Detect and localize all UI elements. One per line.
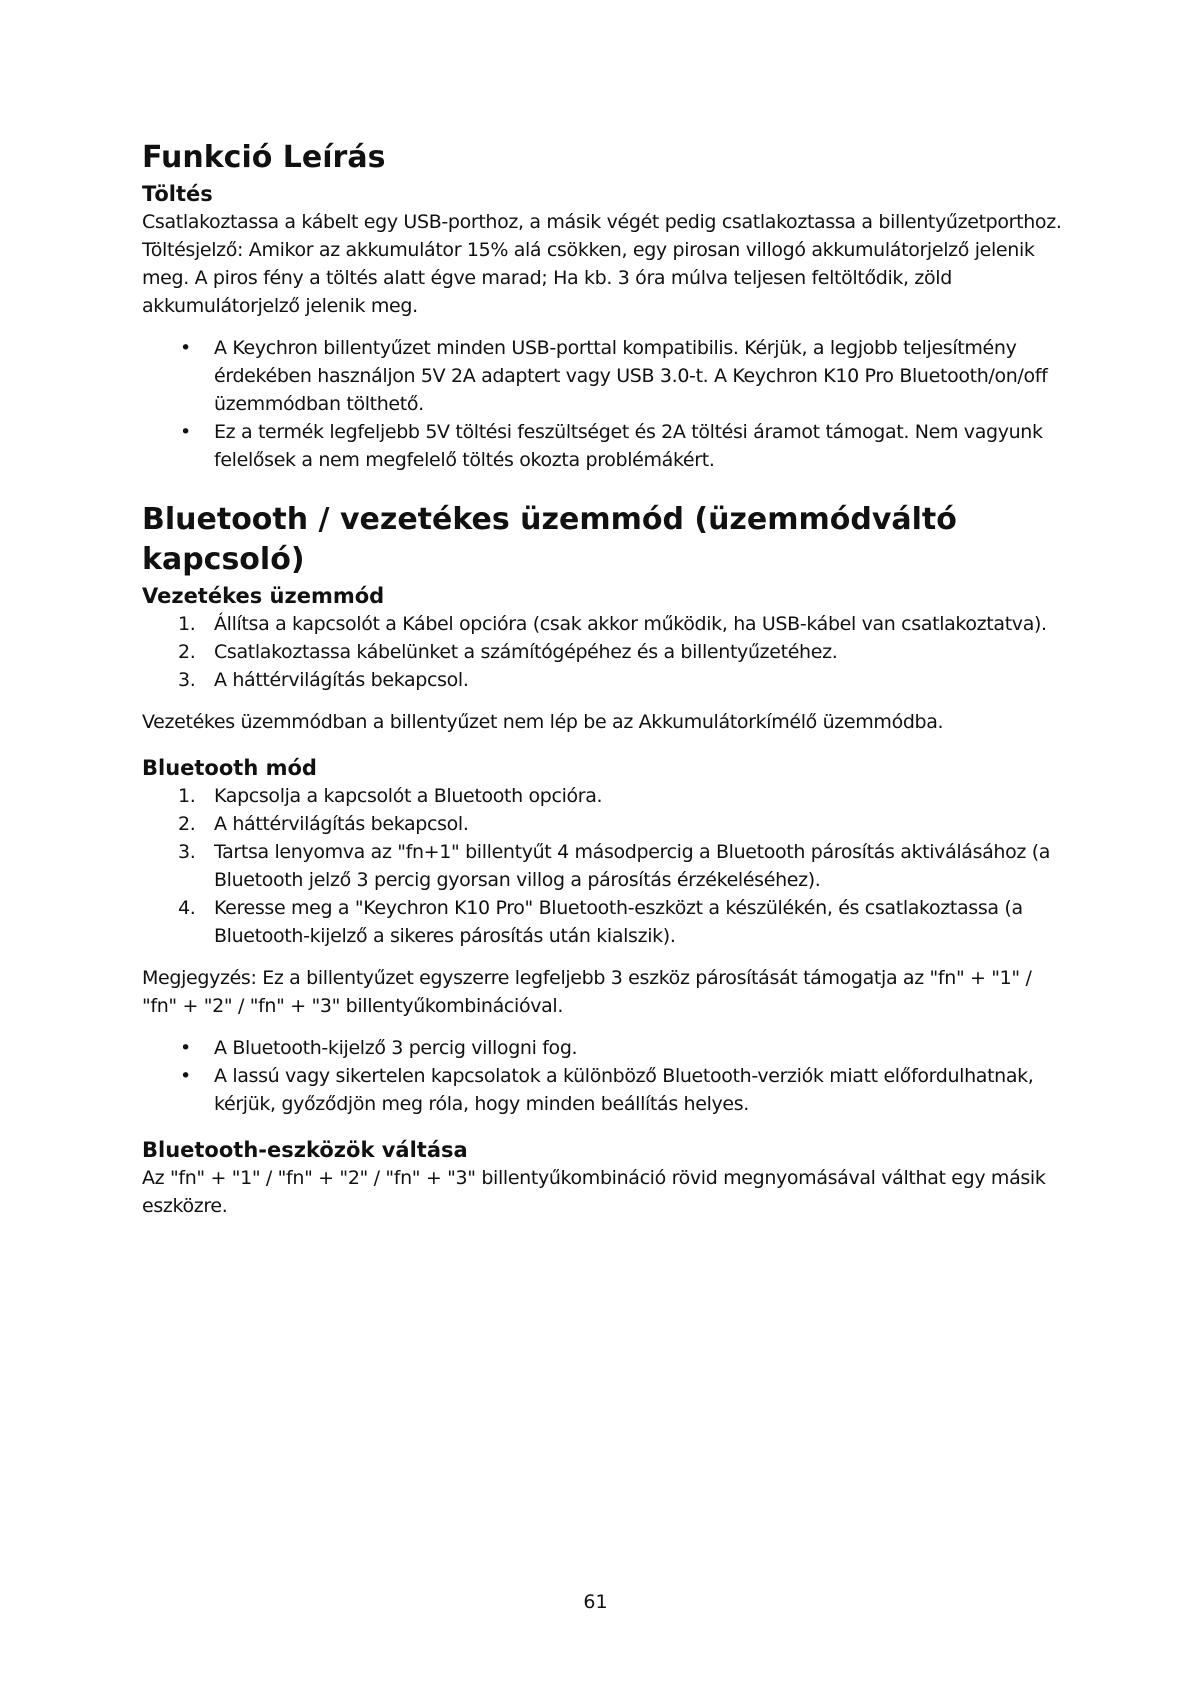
- step-number: 4.: [178, 897, 196, 919]
- heading-charging: Töltés: [142, 182, 213, 206]
- heading-wired-mode: Vezetékes üzemmód: [142, 584, 385, 608]
- page-number: 61: [583, 1591, 608, 1613]
- step-number: 2.: [178, 813, 196, 835]
- list-item: • Ez a termék legfeljebb 5V töltési feszültséget és 2A töltési áramot támogat. Nem vagyunk felelősek a nem megfelelő töltés okozta problémákért.: [142, 418, 1062, 474]
- step-number: 1.: [178, 785, 196, 807]
- list-item: • A lassú vagy sikertelen kapcsolatok a különböző Bluetooth-verziók miatt előfordulhatnak, kérjük, győződjön meg róla, hogy minden beállítás helyes.: [142, 1062, 1062, 1118]
- step-text: A háttérvilágítás bekapcsol.: [214, 669, 469, 691]
- section-title-bluetooth-wired-mode: Bluetooth / vezetékes üzemmód (üzemmódváltó kapcsoló): [142, 502, 957, 577]
- list-item: [142, 610, 1062, 638]
- step-number: 2.: [178, 641, 196, 663]
- device-switching-paragraph: Az "fn" + "1" / "fn" + "2" / "fn" + "3" billentyűkombináció rövid megnyomásával válthat egy másik eszközre.: [142, 1167, 1046, 1217]
- page-content: [142, 138, 1062, 1220]
- charging-paragraph: Csatlakoztassa a kábelt egy USB-porthoz, a másik végét pedig csatlakoztassa a billentyűzetporthoz. Töltésjelző: Amikor az akkumulátor 15% alá csökken, egy pirosan villogó akkumulátorjelző jelenik meg. A piros fény a töltés alatt égve marad; Ha kb. 3 óra múlva teljesen feltöltődik, zöld akkumulátorjelző jelenik meg.: [142, 211, 1062, 317]
- list-item: • A Bluetooth-kijelző 3 percig villogni fog.: [142, 1034, 1062, 1062]
- step-text: Tartsa lenyomva az "fn+1" billentyűt 4 másodpercig a Bluetooth párosítás aktiválásához (a Bluetooth jelző 3 percig gyorsan villog a párosítás érzékeléséhez).: [214, 841, 1051, 891]
- heading-bluetooth-mode: Bluetooth mód: [142, 756, 317, 780]
- list-item: [142, 838, 1062, 894]
- step-number: 1.: [178, 613, 196, 635]
- list-item: [142, 666, 1062, 694]
- bluetooth-steps-list: [142, 782, 1062, 950]
- section-title-function-description: Funkció Leírás: [142, 140, 386, 175]
- step-text: Keresse meg a "Keychron K10 Pro" Bluetooth-eszközt a készülékén, és csatlakoztassa (a Bluetooth-kijelző a sikeres párosítás után kialszik).: [214, 897, 1023, 947]
- step-number: 3.: [178, 841, 196, 863]
- step-text: Állítsa a kapcsolót a Kábel opcióra (csak akkor működik, ha USB-kábel van csatlakoztatva).: [214, 613, 1047, 635]
- list-item: [142, 782, 1062, 810]
- list-item: [142, 638, 1062, 666]
- list-item: [142, 894, 1062, 950]
- bluetooth-bullet-list: [142, 1034, 1062, 1118]
- list-item: • A Keychron billentyűzet minden USB-porttal kompatibilis. Kérjük, a legjobb teljesítmény érdekében használjon 5V 2A adaptert vagy USB 3.0-t. A Keychron K10 Pro Bluetooth/on/off üzemmódban tölthető.: [142, 334, 1062, 418]
- charging-bullet-list: [142, 334, 1062, 474]
- heading-device-switching: Bluetooth-eszközök váltása: [142, 1138, 468, 1162]
- step-text: Kapcsolja a kapcsolót a Bluetooth opcióra.: [214, 785, 603, 807]
- step-text: A háttérvilágítás bekapcsol.: [214, 813, 469, 835]
- wired-steps-list: [142, 610, 1062, 694]
- step-number: 3.: [178, 669, 196, 691]
- wired-mode-note: Vezetékes üzemmódban a billentyűzet nem lép be az Akkumulátorkímélő üzemmódba.: [142, 711, 944, 733]
- bluetooth-note: Megjegyzés: Ez a billentyűzet egyszerre legfeljebb 3 eszköz párosítását támogatja az "fn" + "1" / "fn" + "2" / "fn" + "3" billentyűkombinációval.: [142, 967, 1032, 1017]
- step-text: Csatlakoztassa kábelünket a számítógépéhez és a billentyűzetéhez.: [214, 641, 838, 663]
- list-item: [142, 810, 1062, 838]
